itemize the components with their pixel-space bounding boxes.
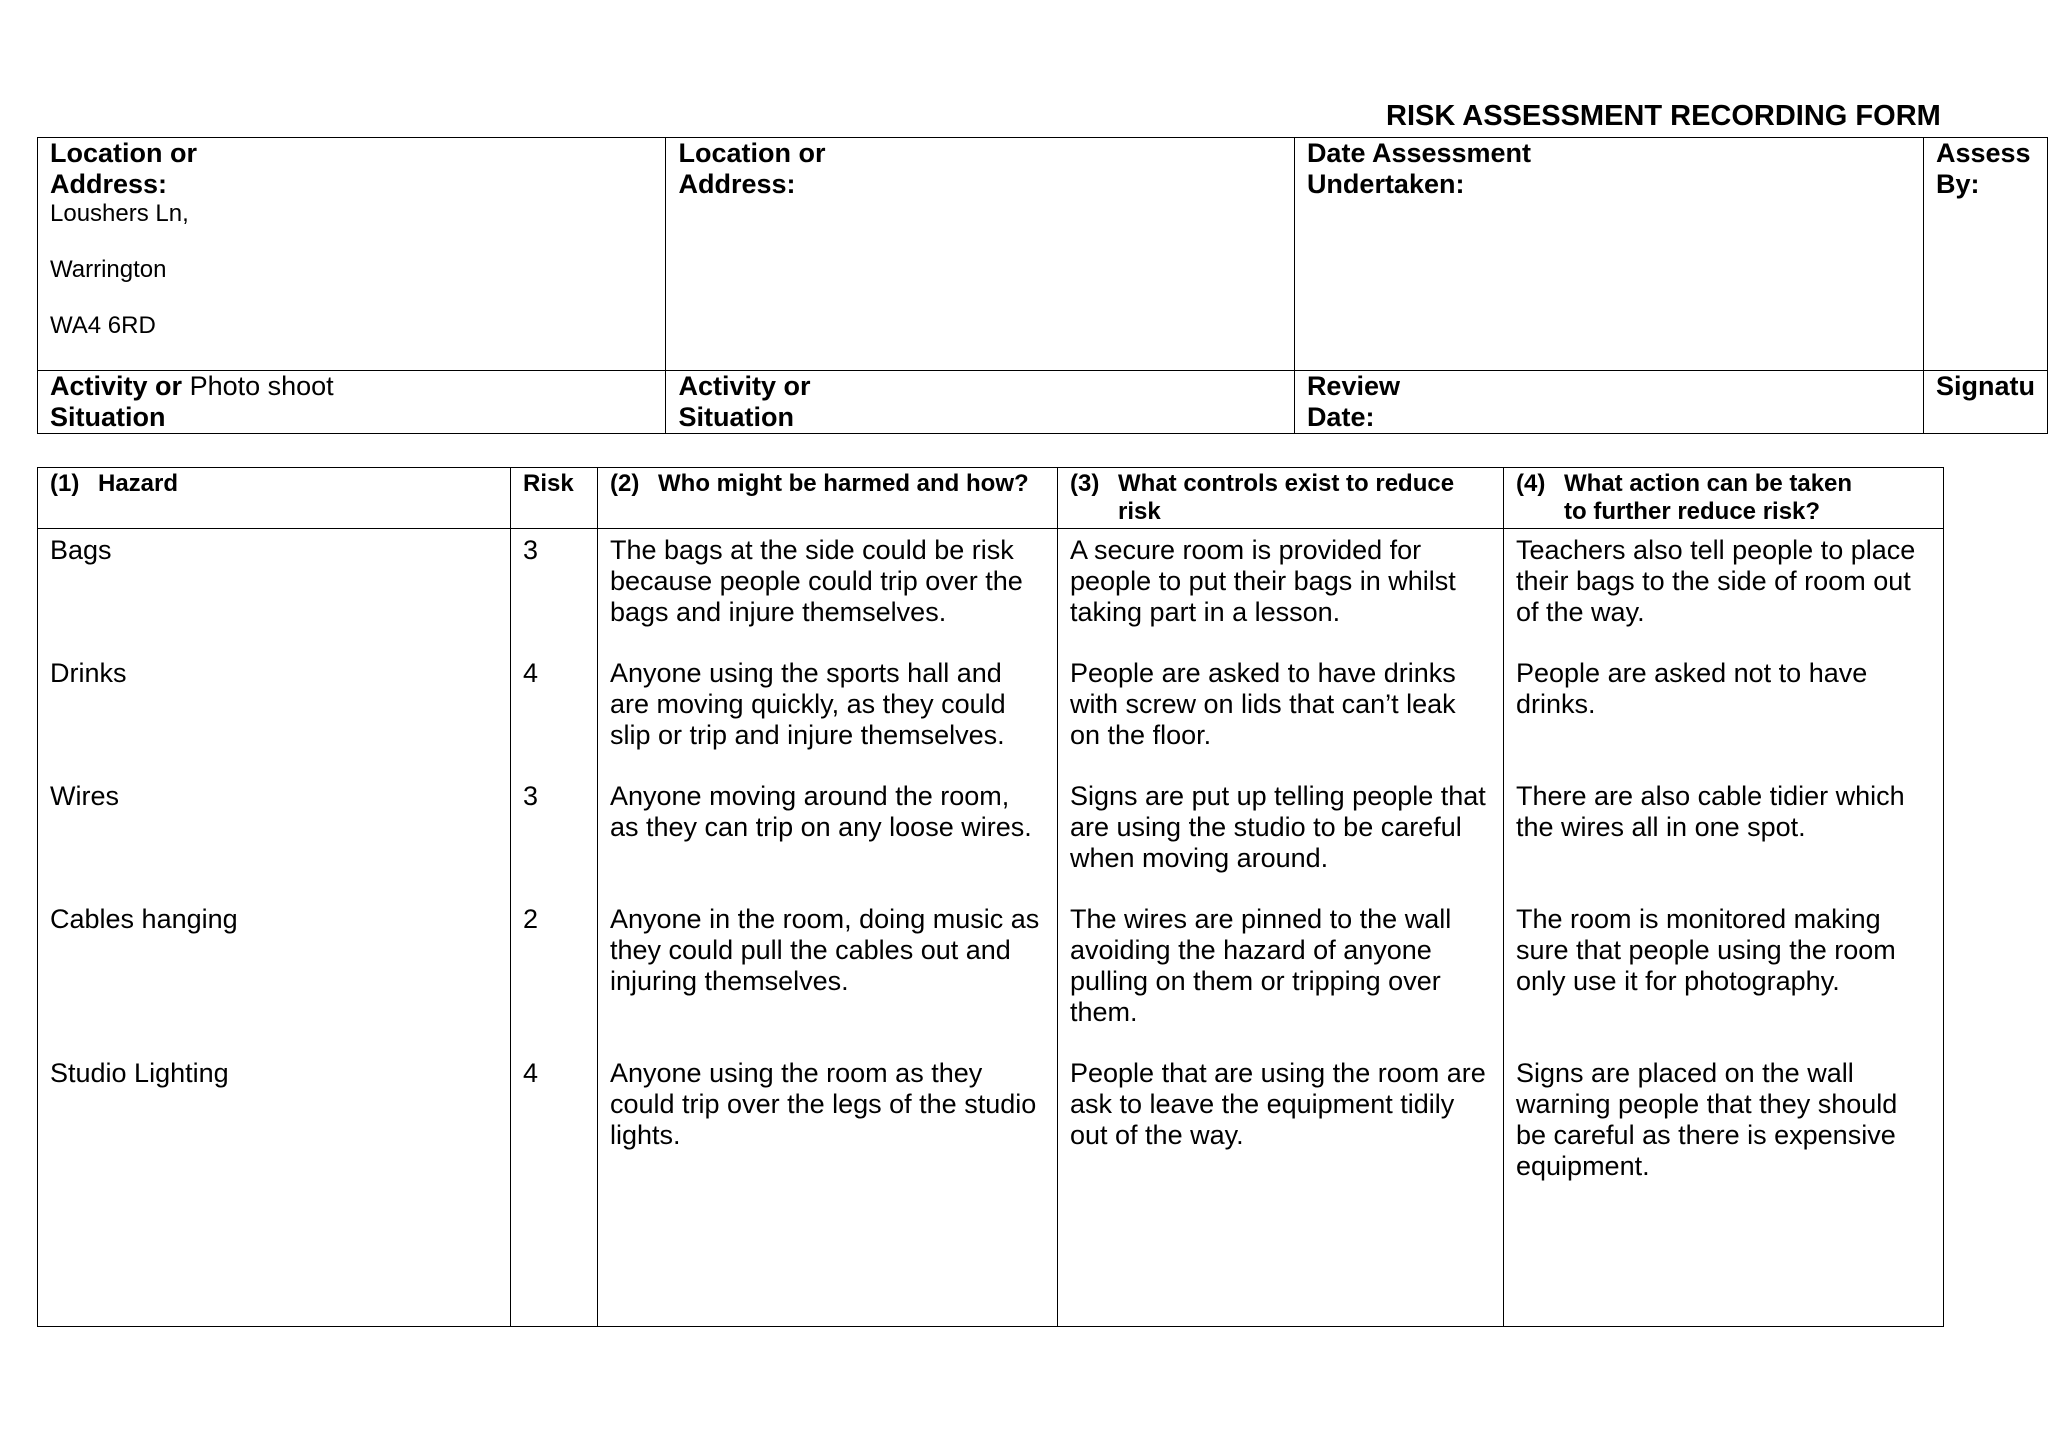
hazard-cell: Studio Lighting xyxy=(38,1052,511,1327)
col-header-controls xyxy=(1058,468,1504,529)
action-cell: Teachers also tell people to place their bags to the side of room out of the way. xyxy=(1504,529,1944,652)
date-assessment-label-line-1: Date Assessment xyxy=(1306,138,1532,168)
who-cell: Anyone using the sports hall and are moving quickly, as they could slip or trip and injure themselves. xyxy=(598,652,1058,775)
col-number: (2) xyxy=(610,470,640,497)
activity-label-line-2: Situation xyxy=(50,402,166,432)
hazard-cell: Drinks xyxy=(38,652,511,775)
signature-cell xyxy=(1923,371,2047,434)
who-cell: Anyone using the room as they could trip over the legs of the studio lights. xyxy=(598,1052,1058,1327)
who-cell: Anyone in the room, doing music as they could pull the cables out and injuring themselves. xyxy=(598,898,1058,1052)
date-assessment-label-line-2: Undertaken: xyxy=(1306,169,1465,199)
risk-cell: 2 xyxy=(511,898,598,1052)
risk-cell: 4 xyxy=(511,1052,598,1327)
action-cell: The room is monitored making sure that people using the room only use it for photography. xyxy=(1504,898,1944,1052)
assessed-by-label-line-2: By: xyxy=(1935,169,1980,199)
signature-label: Signatu xyxy=(1935,371,2035,401)
col-number: (4) xyxy=(1516,470,1546,497)
hazard-table xyxy=(37,467,1944,1327)
review-date-label-line-2: Date: xyxy=(1306,402,1375,432)
controls-cell: The wires are pinned to the wall avoiding the hazard of anyone pulling on them or tripping over them. xyxy=(1058,898,1504,1052)
col-header-action xyxy=(1504,468,1944,529)
header-row-activity xyxy=(38,371,2048,434)
who-cell: The bags at the side could be risk because people could trip over the bags and injure themselves. xyxy=(598,529,1058,652)
who-cell: Anyone moving around the room, as they can trip on any loose wires. xyxy=(598,775,1058,898)
table-row xyxy=(38,529,1944,652)
assessed-by-cell xyxy=(1923,138,2047,371)
col-title: What action can be taken xyxy=(1564,470,1853,497)
controls-cell: Signs are put up telling people that are using the studio to be careful when moving around. xyxy=(1058,775,1504,898)
col-title: Who might be harmed and how? xyxy=(658,470,1029,497)
location-label-line-1: Location or xyxy=(50,138,197,168)
col-number: (1) xyxy=(50,470,80,497)
col-title: Risk xyxy=(523,470,574,497)
location-address-cell-2 xyxy=(666,138,1294,371)
activity-cell-1 xyxy=(38,371,666,434)
activity-label-line-1: Activity or xyxy=(678,371,811,401)
assessed-by-label-line-1: Assess xyxy=(1935,138,2031,168)
hazard-table-header-row xyxy=(38,468,1944,529)
risk-cell: 3 xyxy=(511,529,598,652)
header-table xyxy=(37,137,2048,434)
address-line-2: Warrington xyxy=(50,256,167,283)
table-row xyxy=(38,898,1944,1052)
hazard-cell: Bags xyxy=(38,529,511,652)
risk-cell: 3 xyxy=(511,775,598,898)
action-cell: Signs are placed on the wall warning people that they should be careful as there is expensive equipment. xyxy=(1504,1052,1944,1327)
risk-cell: 4 xyxy=(511,652,598,775)
col-title: What controls exist to reduce xyxy=(1118,470,1455,497)
address-line-1: Loushers Ln, xyxy=(50,200,189,227)
table-row xyxy=(38,1052,1944,1327)
table-row xyxy=(38,652,1944,775)
action-cell: There are also cable tidier which the wires all in one spot. xyxy=(1504,775,1944,898)
address-value xyxy=(50,200,653,340)
address-line-3: WA4 6RD xyxy=(50,312,156,339)
col-title: Hazard xyxy=(98,470,179,497)
col-header-risk xyxy=(511,468,598,529)
col-header-who xyxy=(598,468,1058,529)
header-row-location xyxy=(38,138,2048,371)
review-date-label-line-1: Review xyxy=(1306,371,1400,401)
location-label-line-2: Address: xyxy=(678,169,796,199)
location-label-line-2: Address: xyxy=(50,169,168,199)
col-title-line-2: to further reduce risk? xyxy=(1564,498,1821,525)
date-assessment-cell xyxy=(1294,138,1923,371)
action-cell: People are asked not to have drinks. xyxy=(1504,652,1944,775)
col-title-line-2: risk xyxy=(1118,498,1161,525)
form-title: RISK ASSESSMENT RECORDING FORM xyxy=(1386,100,1941,132)
controls-cell: A secure room is provided for people to put their bags in whilst taking part in a lesson. xyxy=(1058,529,1504,652)
hazard-cell: Cables hanging xyxy=(38,898,511,1052)
activity-label-line-2: Situation xyxy=(678,402,794,432)
controls-cell: People that are using the room are ask to leave the equipment tidily out of the way. xyxy=(1058,1052,1504,1327)
location-label-line-1: Location or xyxy=(678,138,826,168)
location-address-cell-1 xyxy=(38,138,666,371)
controls-cell: People are asked to have drinks with screw on lids that can’t leak on the floor. xyxy=(1058,652,1504,775)
review-date-cell xyxy=(1294,371,1923,434)
col-number: (3) xyxy=(1070,470,1100,497)
col-header-hazard xyxy=(38,468,511,529)
activity-cell-2 xyxy=(666,371,1294,434)
activity-label-line-1: Activity or xyxy=(50,371,183,401)
activity-value: Photo shoot xyxy=(189,371,334,401)
table-row xyxy=(38,775,1944,898)
hazard-cell: Wires xyxy=(38,775,511,898)
